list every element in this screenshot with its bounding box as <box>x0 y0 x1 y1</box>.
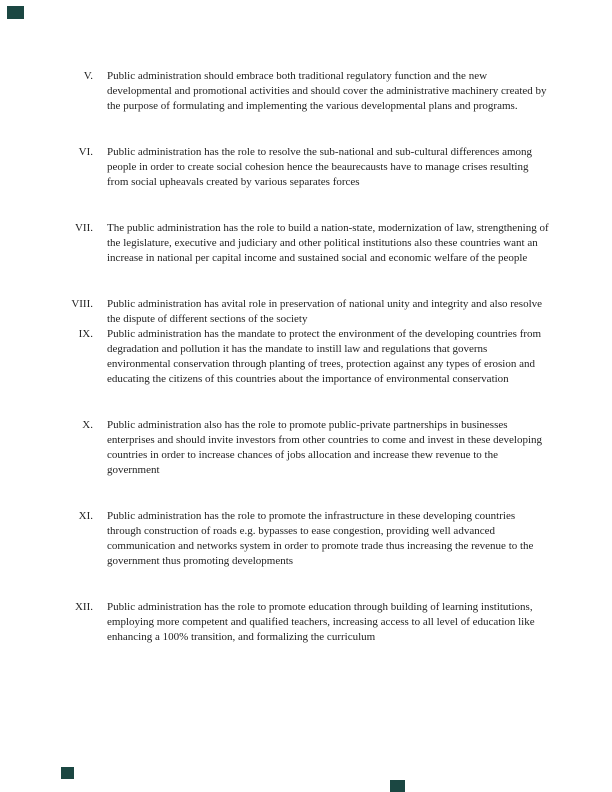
list-item-text: Public administration should embrace both traditional regulatory function and the new developmental and promotional activities and should cover the administrative machinery created by the purpose of formulating and implementing the various developmental plans and programs. <box>107 70 547 112</box>
list-item-vi <box>60 145 612 190</box>
list-item-text: The public administration has the role to build a nation-state, modernization of law, strengthening of the legislature, executive and judiciary and other political institutions also these countries want an increase in national per capital income and sustained social and economic welfare of the people <box>107 222 549 264</box>
list-item-numeral: XI. <box>78 510 93 522</box>
list-item-xi <box>60 509 612 569</box>
roman-numeral-list <box>60 69 612 645</box>
list-item-numeral: V. <box>83 70 93 82</box>
list-item-text: Public administration has the role to promote education through building of learning institutions, employing more competent and qualified teachers, increasing access to all level of education like enhancing a 100% transition, and formalizing the curriculum <box>107 601 535 643</box>
list-item-numeral: VIII. <box>71 298 93 310</box>
list-item-numeral: IX. <box>78 328 93 340</box>
list-item-numeral: XII. <box>74 601 93 613</box>
list-item-text: Public administration has the role to promote the infrastructure in these developing countries through construction of roads e.g. bypasses to ease congestion, providing well advanced communication and networks system in order to promote trade thus increasing the revenue to the government thus promoting developments <box>107 510 534 567</box>
list-item-numeral: X. <box>82 419 93 431</box>
scan-artifact-top-left-icon <box>7 6 24 19</box>
list-item-x <box>60 418 612 478</box>
list-item-text: Public administration has the role to resolve the sub-national and sub-cultural differences among people in order to create social cohesion hence the beaurecausts have to manage crises resulting from social upheavals created by various separates forces <box>107 146 533 188</box>
list-item-vii <box>60 221 612 266</box>
list-item-text: Public administration also has the role to promote public-private partnerships in businesses enterprises and should invite investors from other countries to come and invest in these developing countries in order to increase chances of jobs allocation and increase thew revenue to the government <box>107 419 543 476</box>
list-item-numeral: VII. <box>74 222 93 234</box>
list-item-text: Public administration has the mandate to protect the environment of the developing countries from degradation and pollution it has the mandate to instill law and regulations that governs environmental conservation through planting of trees, protection against any types of erosion and educating the citizens of this countries about the importance of environmental conservation <box>107 328 542 385</box>
list-item-viii <box>60 297 612 327</box>
list-item-v <box>60 69 612 114</box>
scan-artifact-bottom-center-icon <box>390 780 405 792</box>
list-item-text: Public administration has avital role in preservation of national unity and integrity and also resolve the dispute of different sections of the society <box>107 298 543 325</box>
list-item-numeral: VI. <box>78 146 93 158</box>
list-item-ix <box>60 327 612 387</box>
list-item-xii <box>60 600 612 645</box>
scan-artifact-bottom-left-icon <box>61 767 74 779</box>
